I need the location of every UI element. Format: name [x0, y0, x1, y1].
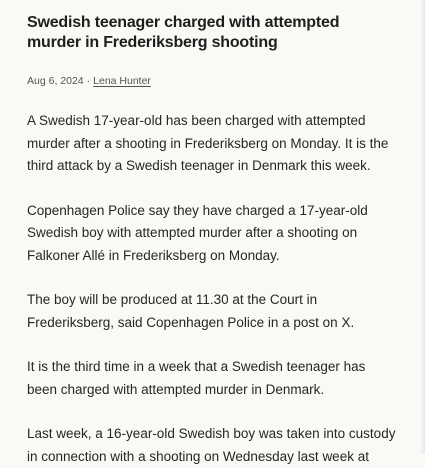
body-paragraph: Copenhagen Police say they have charged a 17-year-old Swedish boy with attempted murder after a shooting on Falkoner Allé in Frederiksberg on Monday.	[27, 202, 368, 263]
article-byline	[27, 74, 425, 88]
article-body	[27, 110, 399, 468]
body-paragraph: Last week, a 16-year-old Swedish boy was taken into custody in connection with a shooting on Wednesday last week at	[27, 426, 396, 464]
byline-separator: ·	[86, 75, 91, 87]
page-edge-shadow	[420, 0, 425, 454]
publish-date: Aug 6, 2024	[27, 75, 84, 87]
body-paragraph: The boy will be produced at 11.30 at the Court in Frederiksberg, said Copenhagen Police in a post on X.	[27, 292, 355, 330]
body-paragraph: A Swedish 17-year-old has been charged with attempted murder after a shooting in Frederiksberg on Monday. It is the third attack by a Swedish teenager in Denmark this week.	[27, 113, 389, 173]
body-paragraph: It is the third time in a week that a Swedish teenager has been charged with attempted murder in Denmark.	[27, 359, 366, 397]
article-headline: Swedish teenager charged with attempted murder in Frederiksberg shooting	[27, 14, 340, 51]
author-link[interactable]: Lena Hunter	[93, 75, 151, 87]
